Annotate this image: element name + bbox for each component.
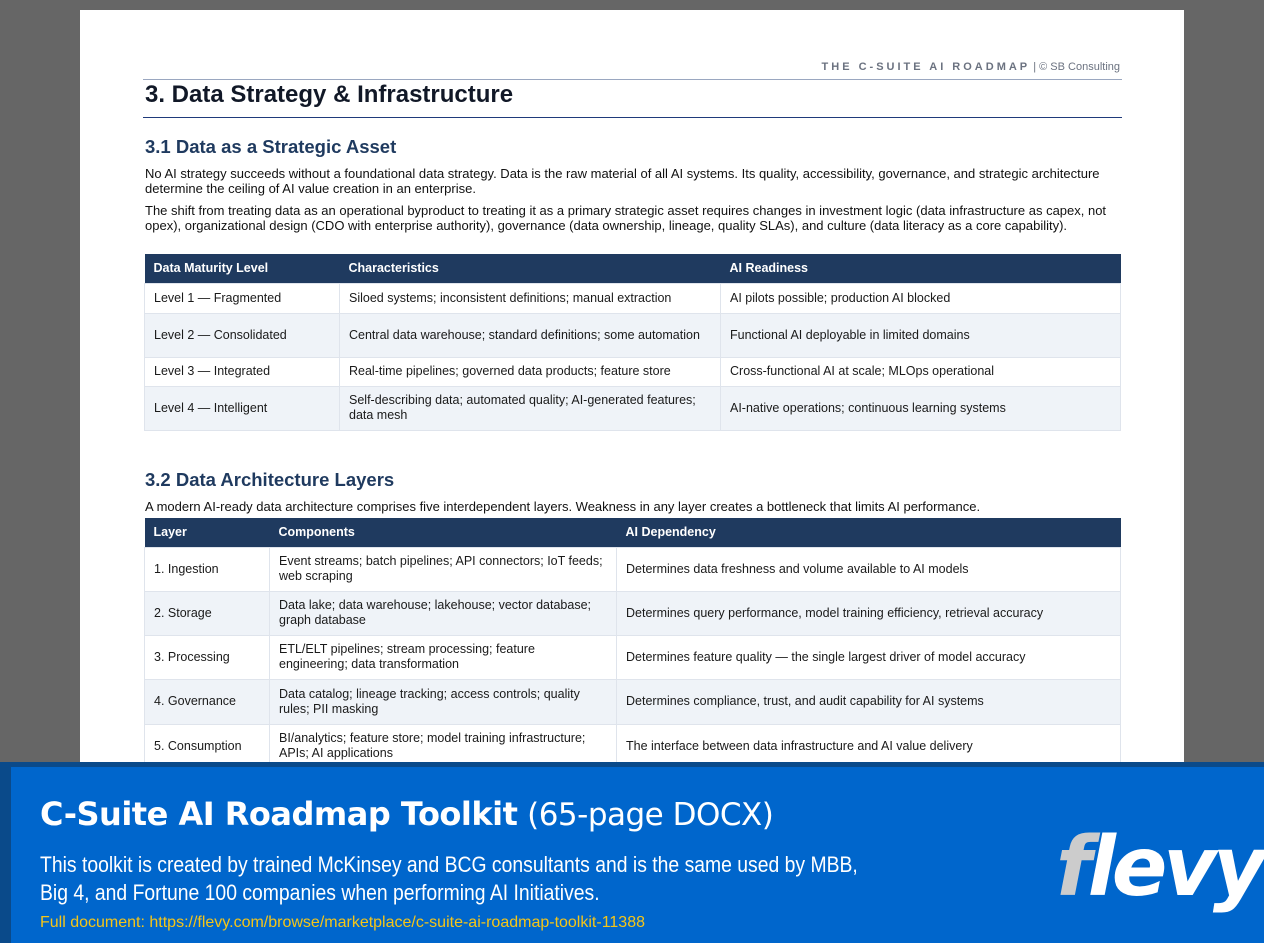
paragraph: The shift from treating data as an operational byproduct to treating it as a primary strategic asset requires changes in investment logic (data infrastructure as capex, not opex), organizational design (CDO with enterprise authority), governance (data ownership, lineage, quality SLAs), and culture (data literacy as a core capability). bbox=[145, 203, 1107, 233]
column-header: AI Dependency bbox=[617, 518, 1121, 547]
header-separator: | bbox=[1033, 61, 1037, 73]
table-row bbox=[145, 635, 1121, 679]
header-brand: THE C-SUITE AI ROADMAP bbox=[821, 61, 1031, 73]
table-row bbox=[145, 357, 1121, 386]
banner-desc-line: This toolkit is created by trained McKinsey and BCG consultants and is the same used by MBB, bbox=[40, 852, 858, 877]
document-link[interactable]: Full document: https://flevy.com/browse/marketplace/c-suite-ai-roadmap-toolkit-11388 bbox=[40, 914, 645, 931]
table-cell: BI/analytics; feature store; model training infrastructure; APIs; AI applications bbox=[270, 724, 617, 768]
header-divider bbox=[143, 79, 1122, 80]
table-row bbox=[145, 591, 1121, 635]
banner-description bbox=[40, 851, 920, 907]
table-cell: Level 1 — Fragmented bbox=[145, 283, 340, 313]
banner-title-light: (65-page DOCX) bbox=[527, 797, 774, 833]
table-row bbox=[145, 283, 1121, 313]
table-cell: Cross-functional AI at scale; MLOps operational bbox=[721, 357, 1121, 386]
section-title: 3. Data Strategy & Infrastructure bbox=[145, 81, 514, 108]
paragraph: No AI strategy succeeds without a foundational data strategy. Data is the raw material of all AI systems. Its quality, accessibility, governance, and strategic architecture determine the ceiling of AI value creation in an enterprise. bbox=[145, 166, 1100, 196]
banner-desc-line: Big 4, and Fortune 100 companies when performing AI Initiatives. bbox=[40, 880, 600, 905]
column-header: Characteristics bbox=[340, 254, 721, 283]
table-cell: 5. Consumption bbox=[145, 724, 270, 768]
table-cell: 1. Ingestion bbox=[145, 547, 270, 591]
table-row bbox=[145, 313, 1121, 357]
banner-title bbox=[40, 795, 773, 833]
column-header: Components bbox=[270, 518, 617, 547]
subsection-heading-3-1: 3.1 Data as a Strategic Asset bbox=[145, 136, 397, 157]
table-cell: AI pilots possible; production AI blocked bbox=[721, 283, 1121, 313]
column-header: AI Readiness bbox=[721, 254, 1121, 283]
table-cell: Determines compliance, trust, and audit capability for AI systems bbox=[617, 679, 1121, 724]
table-cell: 4. Governance bbox=[145, 679, 270, 724]
table-cell: The interface between data infrastructure and AI value delivery bbox=[617, 724, 1121, 768]
table-row bbox=[145, 679, 1121, 724]
table-cell: Event streams; batch pipelines; API connectors; IoT feeds; web scraping bbox=[270, 547, 617, 591]
document-page bbox=[80, 10, 1184, 770]
paragraph: A modern AI-ready data architecture comprises five interdependent layers. Weakness in any layer creates a bottleneck that limits AI performance. bbox=[145, 499, 981, 514]
table-row bbox=[145, 547, 1121, 591]
table-cell: AI-native operations; continuous learning systems bbox=[721, 386, 1121, 430]
table-cell: ETL/ELT pipelines; stream processing; feature engineering; data transformation bbox=[270, 635, 617, 679]
table-cell: Level 3 — Integrated bbox=[145, 357, 340, 386]
table-cell: Central data warehouse; standard definitions; some automation bbox=[340, 313, 721, 357]
table-cell: Determines query performance, model training efficiency, retrieval accuracy bbox=[617, 591, 1121, 635]
table-cell: 2. Storage bbox=[145, 591, 270, 635]
column-header: Data Maturity Level bbox=[145, 254, 340, 283]
table-cell: 3. Processing bbox=[145, 635, 270, 679]
title-divider bbox=[143, 117, 1122, 118]
table-cell: Functional AI deployable in limited domains bbox=[721, 313, 1121, 357]
running-header bbox=[822, 61, 1120, 73]
promo-banner bbox=[0, 762, 1264, 943]
table-cell: Data catalog; lineage tracking; access controls; quality rules; PII masking bbox=[270, 679, 617, 724]
table-cell: Real-time pipelines; governed data products; feature store bbox=[340, 357, 721, 386]
table-cell: Determines data freshness and volume available to AI models bbox=[617, 547, 1121, 591]
table-cell: Determines feature quality — the single largest driver of model accuracy bbox=[617, 635, 1121, 679]
table-cell: Self-describing data; automated quality; AI-generated features; data mesh bbox=[340, 386, 721, 430]
table-header-row bbox=[145, 254, 1121, 283]
architecture-layers-table bbox=[144, 518, 1121, 769]
table-cell: Level 2 — Consolidated bbox=[145, 313, 340, 357]
banner-title-bold: C-Suite AI Roadmap Toolkit bbox=[40, 795, 518, 833]
table-cell: Data lake; data warehouse; lakehouse; vector database; graph database bbox=[270, 591, 617, 635]
subsection-heading-3-2: 3.2 Data Architecture Layers bbox=[145, 469, 395, 490]
table-cell: Level 4 — Intelligent bbox=[145, 386, 340, 430]
column-header: Layer bbox=[145, 518, 270, 547]
table-row bbox=[145, 386, 1121, 430]
data-maturity-table bbox=[144, 254, 1121, 431]
table-cell: Siloed systems; inconsistent definitions; manual extraction bbox=[340, 283, 721, 313]
flevy-logo: flevy bbox=[1056, 820, 1263, 915]
header-copyright: © SB Consulting bbox=[1039, 61, 1120, 73]
table-header-row bbox=[145, 518, 1121, 547]
